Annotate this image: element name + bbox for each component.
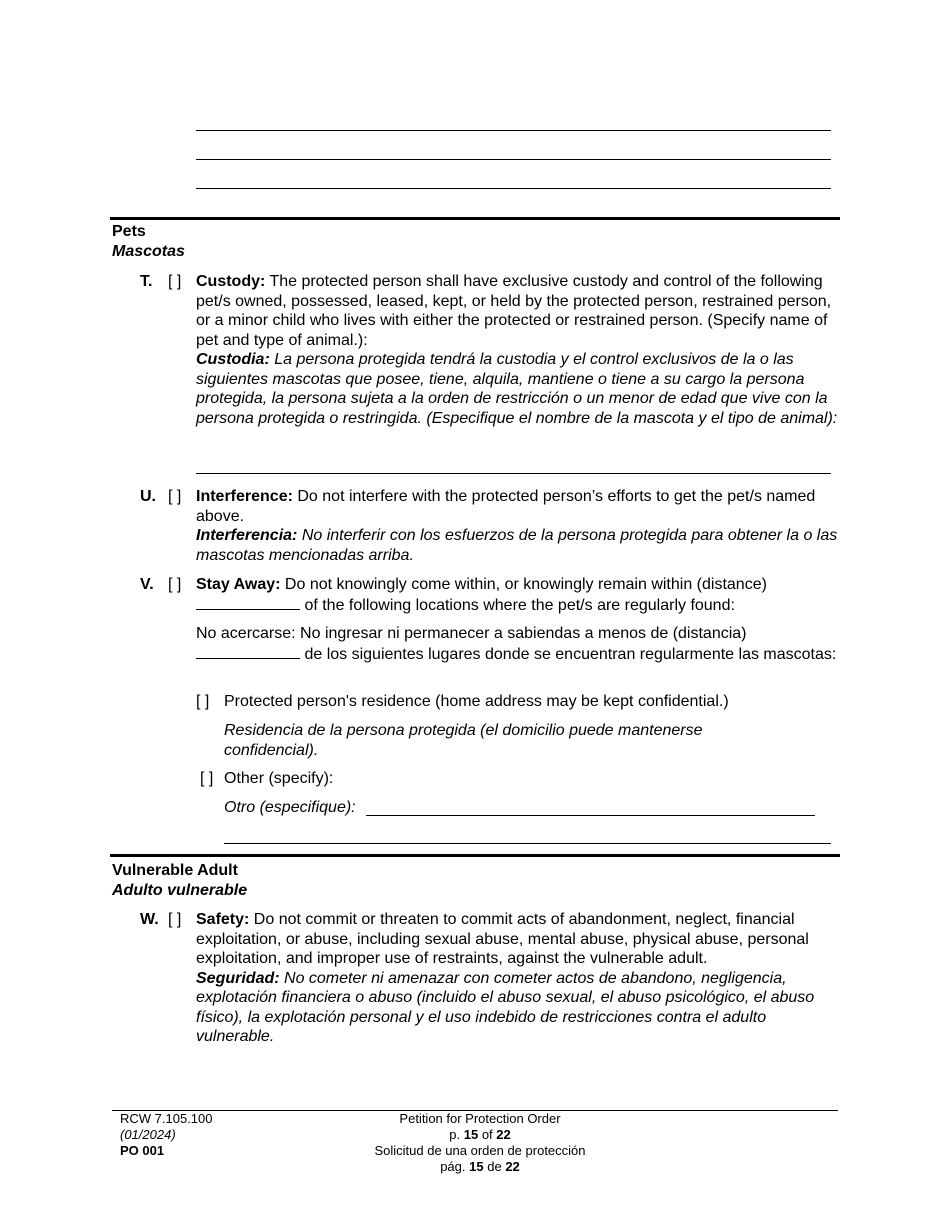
checkbox-interference[interactable]: [ ] — [168, 488, 182, 505]
vulnerable-heading: Vulnerable Adult — [112, 862, 238, 879]
blank-line-3[interactable] — [196, 188, 831, 189]
footer-page — [330, 1127, 630, 1143]
footer-rcw: RCW 7.105.100 — [120, 1111, 213, 1126]
footer-page-es — [330, 1159, 630, 1175]
residence-text-es: Residencia de la persona protegida (el domicilio puede mantenerse confidencial). — [224, 722, 703, 759]
distance-input-line[interactable] — [196, 595, 300, 610]
footer-page-total-es: 22 — [505, 1159, 520, 1174]
custody-pet-input-line[interactable] — [196, 473, 831, 474]
other-location-text: Other (specify): — [224, 770, 334, 787]
item-letter-v: V. — [140, 576, 154, 593]
checkbox-residence[interactable]: [ ] — [196, 693, 210, 710]
custody-label-es: Custodia: — [196, 351, 270, 368]
stay-away-text-es-2: de los siguientes lugares donde se encuentran regularmente las mascotas: — [300, 645, 837, 663]
vulnerable-heading-es: Adulto vulnerable — [112, 882, 248, 899]
custody-label: Custody: — [196, 273, 266, 290]
footer-title-es: Solicitud de una orden de protección — [374, 1143, 586, 1158]
pets-heading-es: Mascotas — [112, 243, 185, 260]
other-location-input-line[interactable] — [366, 815, 815, 816]
footer-center — [330, 1111, 630, 1175]
stay-away-label: Stay Away: — [196, 576, 281, 593]
footer-left — [120, 1111, 213, 1159]
item-letter-w: W. — [140, 911, 159, 928]
section-divider-pets — [110, 217, 840, 220]
interference-label-es: Interferencia: — [196, 527, 298, 544]
distance-input-line-es[interactable] — [196, 644, 300, 659]
footer-page-of-es: de — [487, 1159, 502, 1174]
footer-title: Petition for Protection Order — [399, 1111, 561, 1126]
blank-line-1[interactable] — [196, 130, 831, 131]
pets-heading: Pets — [112, 223, 146, 240]
footer-page-total: 22 — [496, 1127, 511, 1142]
safety-text: Do not commit or threaten to commit acts of abandonment, neglect, financial exploitation, or abuse, including sexual abuse, mental abuse, physical abuse, personal exploitation, and improper use of restraints, against the vulnerable adult. — [196, 911, 809, 967]
safety-label: Safety: — [196, 911, 250, 928]
checkbox-other-location[interactable]: [ ] — [200, 770, 214, 787]
footer-page-prefix: p. — [449, 1127, 461, 1142]
custody-text: The protected person shall have exclusive custody and control of the following pet/s owned, possessed, leased, kept, or held by the protected person, restrained person, or a minor child who lives with either the protected or restrained person. (Specify name of pet and type of animal.): — [196, 273, 832, 349]
footer-date: (01/2024) — [120, 1127, 176, 1142]
safety-label-es: Seguridad: — [196, 969, 280, 987]
footer-page-num: 15 — [463, 1127, 479, 1142]
stay-away-paragraph — [196, 575, 841, 615]
footer-form-number: PO 001 — [120, 1143, 165, 1158]
stay-away-paragraph-es — [196, 624, 841, 664]
custody-text-es: La persona protegida tendrá la custodia y el control exclusivos de la o las siguientes mascotas que posee, tiene, alquila, mantiene o tiene a su cargo la persona protegida, la persona sujeta a la orden de restricción o un menor de edad que vive con la persona protegida o restringida. (Especifique el nombre de la mascota y el tipo de animal): — [196, 351, 838, 427]
stay-away-text-1: Do not knowingly come within, or knowingly remain within (distance) — [280, 576, 767, 593]
footer-page-prefix-es: pág. — [440, 1159, 466, 1174]
other-location-input-line-2[interactable] — [224, 843, 831, 844]
interference-text: Do not interfere with the protected person’s efforts to get the pet/s named above. — [196, 488, 816, 525]
interference-text-es: No interferir con los esfuerzos de la persona protegida para obtener la o las mascotas mencionadas arriba. — [196, 527, 838, 564]
safety-text-es: No cometer ni amenazar con cometer actos de abandono, negligencia, explotación financiera o abuso (incluido el abuso sexual, el abuso psicológico, el abuso físico), la explotación personal y el uso indebido de restricciones contra el adulto vulnerable. — [196, 969, 815, 1045]
footer-page-num-es: 15 — [469, 1159, 484, 1174]
stay-away-text-2: of the following locations where the pet/s are regularly found: — [300, 596, 735, 614]
checkbox-safety[interactable]: [ ] — [168, 911, 182, 928]
checkbox-custody[interactable]: [ ] — [168, 273, 182, 290]
interference-label: Interference: — [196, 488, 293, 505]
interference-paragraph — [196, 487, 841, 565]
blank-line-2[interactable] — [196, 159, 831, 160]
item-letter-u: U. — [140, 488, 156, 505]
custody-paragraph — [196, 272, 841, 428]
other-location-text-es: Otro (especifique): — [224, 799, 356, 816]
section-divider-vulnerable — [110, 854, 840, 857]
residence-text: Protected person's residence (home address may be kept confidential.) — [224, 693, 729, 710]
stay-away-text-es-1: No acercarse: No ingresar ni permanecer a sabiendas a menos de (distancia) — [196, 625, 747, 642]
checkbox-stay-away[interactable]: [ ] — [168, 576, 182, 593]
item-letter-t: T. — [140, 273, 153, 290]
safety-paragraph — [196, 910, 841, 1047]
footer-page-of: of — [481, 1127, 493, 1142]
